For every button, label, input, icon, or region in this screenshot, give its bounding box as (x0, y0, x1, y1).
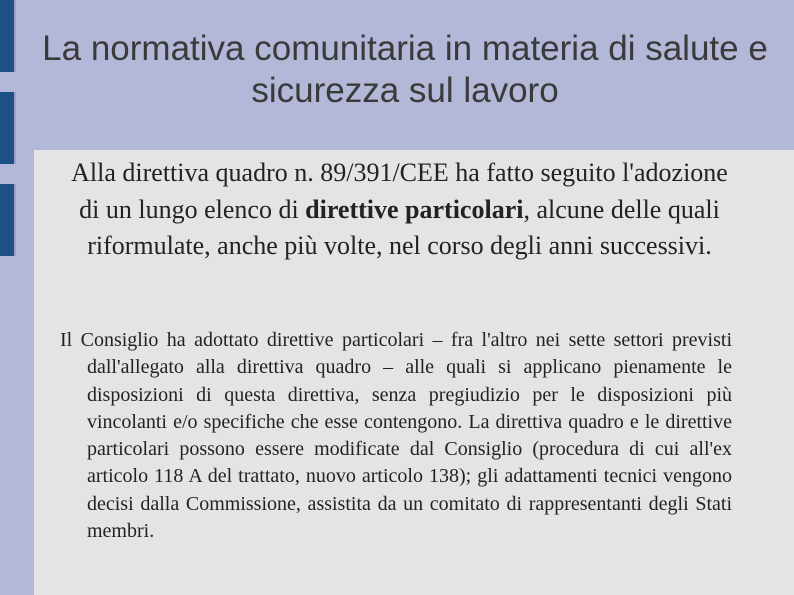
paragraph-consiglio: Il Consiglio ha adottato direttive particolari – fra l'altro nei sette settori previsti dall'allegato alla direttiva quadro – alle quali si applicano pienamente le disposizioni di questa direttiva, senza pregiudizio per le disposizioni più vincolanti e/o specifiche che esse contengono. La direttiva quadro e le direttive particolari possono essere modificate dal Consiglio (procedura di cui all'ex articolo 118 A del trattato, nuovo articolo 138); gli adattamenti tecnici vengono decisi dalla Commissione, assistita da un comitato di rappresentanti degli Stati membri. (60, 329, 732, 543)
accent-bar-3 (0, 184, 16, 256)
paragraph1-part2: , alcune delle quali riformulate, anche più volte, nel corso degli anni successivi. (87, 194, 720, 260)
accent-bar-2 (0, 92, 16, 164)
accent-bar-1 (0, 0, 16, 72)
paragraph1-bold: direttive particolari (305, 194, 524, 224)
slide-title: La normativa comunitaria in materia di salute e sicurezza sul lavoro (42, 29, 768, 110)
paragraph-direttiva-quadro (62, 155, 737, 265)
paragraph1-part1: Alla direttiva quadro n. 89/391/CEE ha fatto seguito l'adozione di un lungo elenco di (71, 158, 728, 224)
